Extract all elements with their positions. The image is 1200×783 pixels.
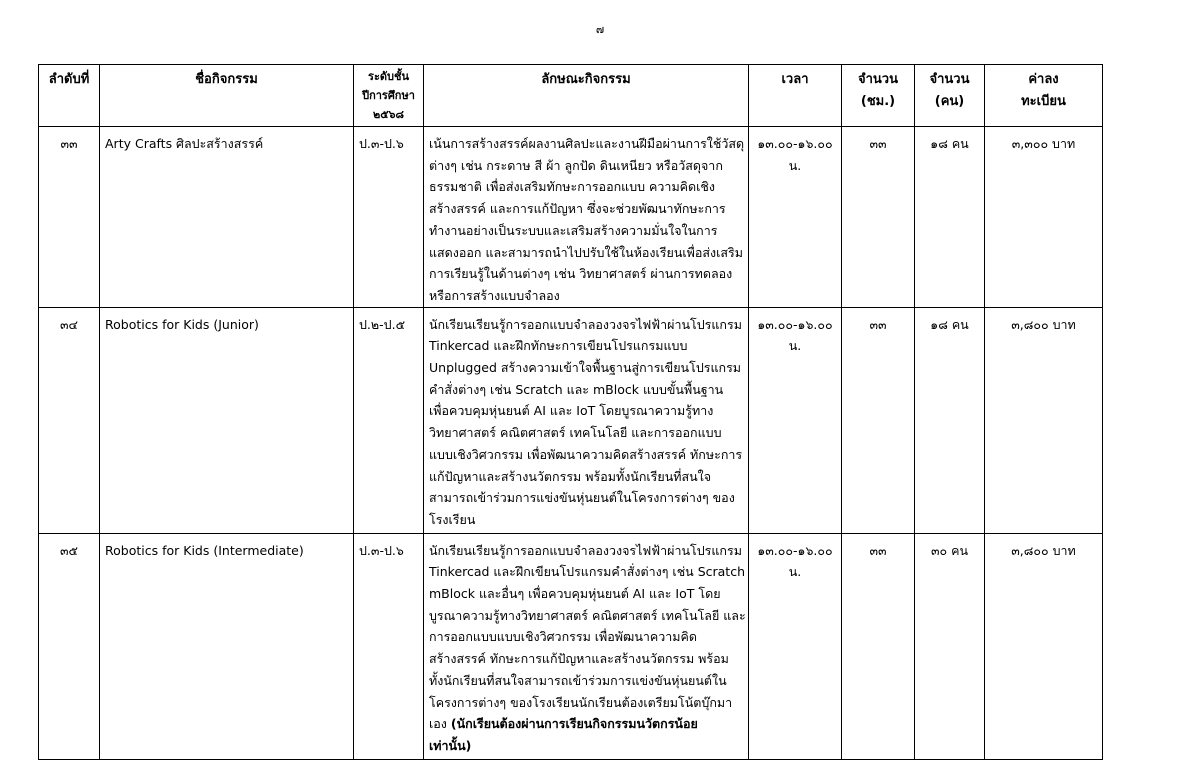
description-line: นักเรียนเรียนรู้การออกแบบจำลองวงจรไฟฟ้าผ่านโปรแกรม <box>429 316 742 332</box>
page-number: ๗ <box>595 23 605 36</box>
description-line: แก้ปัญหาและสร้างนวัตกรรม พร้อมทั้งนักเรียนที่สนใจ <box>429 468 712 484</box>
header-people-line2: (คน) <box>934 94 965 109</box>
activity-description <box>424 533 749 759</box>
description-line: หรือการสร้างแบบจำลอง <box>429 287 560 303</box>
description-line: คำสั่งต่างๆ เช่น Scratch และ mBlock แบบขั้นพื้นฐาน <box>429 381 724 397</box>
header-name: ชื่อกิจกรรม <box>100 65 354 127</box>
table-row <box>39 127 1103 308</box>
activity-capacity: ๑๘ คน <box>915 307 985 533</box>
description-line: Tinkercad และฝึกทักษะการเขียนโปรแกรมแบบ <box>429 338 688 354</box>
registration-fee: ๓,๘๐๐ บาท <box>985 533 1103 759</box>
activity-name: Arty Crafts ศิลปะสร้างสรรค์ <box>100 127 354 308</box>
description-line: เน้นการสร้างสรรค์ผลงานศิลปะและงานฝีมือผ่านการใช้วัสดุ <box>429 136 745 151</box>
header-level-line2: ปีการศึกษา <box>362 89 415 102</box>
header-hours-line2: (ชม.) <box>860 94 896 109</box>
activity-time: ๑๓.๐๐-๑๖.๐๐ น. <box>749 533 842 759</box>
description-line: ทำงานอย่างเป็นระบบและเสริมสร้างความมั่นใจในการ <box>429 222 718 238</box>
description-line: การเรียนรู้ในด้านต่างๆ เช่น วิทยาศาสตร์ ผ่านการทดลอง <box>429 266 733 282</box>
description-note: (นักเรียนต้องผ่านการเรียนกิจกรรมนวัตกรน้อย <box>450 716 698 732</box>
activity-description <box>424 127 749 308</box>
description-line: ต่างๆ เช่น กระดาษ สี ผ้า ลูกปัด ดินเหนียว หรือวัสดุจาก <box>429 157 723 173</box>
description-line: การออกแบบแบบเชิงวิศวกรรม เพื่อพัฒนาความคิด <box>429 629 698 645</box>
description-line <box>429 713 743 735</box>
description-line: Unplugged สร้างความเข้าใจพื้นฐานสู่การเขียนโปรแกรม <box>429 360 742 376</box>
activity-name: Robotics for Kids (Intermediate) <box>100 533 354 759</box>
activity-capacity: ๑๘ คน <box>915 127 985 308</box>
grade-level: ป.๓-ป.๖ <box>354 533 424 759</box>
registration-fee: ๓,๘๐๐ บาท <box>985 307 1103 533</box>
registration-fee: ๓,๓๐๐ บาท <box>985 127 1103 308</box>
description-note-line2: เท่านั้น) <box>429 737 472 753</box>
header-description: ลักษณะกิจกรรม <box>424 65 749 127</box>
table-row <box>39 307 1103 533</box>
activity-time: ๑๓.๐๐-๑๖.๐๐ น. <box>749 307 842 533</box>
description-text: เอง <box>429 716 447 732</box>
activity-hours: ๓๓ <box>842 307 915 533</box>
description-line: Tinkercad และฝึกเขียนโปรแกรมคำสั่งต่างๆ เช่น Scratch <box>429 564 746 580</box>
description-line: วิทยาศาสตร์ คณิตศาสตร์ เทคโนโลยี และการออกแบบ <box>429 425 722 441</box>
table-header-row <box>39 65 1103 127</box>
description-line: นักเรียนเรียนรู้การออกแบบจำลองวงจรไฟฟ้าผ่านโปรแกรม <box>429 542 742 558</box>
header-level-line3: ๒๕๖๘ <box>372 108 405 121</box>
header-fee-line1: ค่าลง <box>1028 72 1059 87</box>
activity-description <box>424 307 749 533</box>
table-row <box>39 533 1103 759</box>
activity-hours: ๓๓ <box>842 533 915 759</box>
header-hours-line1: จำนวน <box>858 72 898 87</box>
description-line: mBlock และอื่นๆ เพื่อควบคุมหุ่นยนต์ AI และ IoT โดย <box>429 586 721 602</box>
activity-hours: ๓๓ <box>842 127 915 308</box>
activity-time: ๑๓.๐๐-๑๖.๐๐ น. <box>749 127 842 308</box>
description-line: สามารถเข้าร่วมการแข่งขันหุ่นยนต์ในโครงการต่างๆ ของ <box>429 490 735 506</box>
description-line: บูรณาความรู้ทางวิทยาศาสตร์ คณิตศาสตร์ เทคโนโลยี และ <box>429 607 746 623</box>
description-line: ทั้งนักเรียนที่สนใจสามารถเข้าร่วมการแข่งขันหุ่นยนต์ใน <box>429 672 727 688</box>
description-line: เพื่อควบคุมหุ่นยนต์ AI และ IoT โดยบูรณาความรู้ทาง <box>429 403 714 419</box>
header-index: ลำดับที่ <box>39 65 100 127</box>
description-line: โครงการต่างๆ ของโรงเรียนนักเรียนต้องเตรียมโน้ตบุ๊กมา <box>429 694 733 710</box>
description-line: แสดงออก และสามารถนำไปปรับใช้ในห้องเรียนเพื่อส่งเสริม <box>429 244 744 260</box>
header-level-line1: ระดับชั้น <box>368 70 409 83</box>
description-line: สร้างสรรค์ และการแก้ปัญหา ซึ่งจะช่วยพัฒนาทักษะการ <box>429 201 726 217</box>
activities-table <box>38 64 1103 760</box>
header-hours <box>842 65 915 127</box>
header-time: เวลา <box>749 65 842 127</box>
activity-capacity: ๓๐ คน <box>915 533 985 759</box>
description-line: โรงเรียน <box>429 511 476 527</box>
header-fee <box>985 65 1103 127</box>
description-line: ธรรมชาติ เพื่อส่งเสริมทักษะการออกแบบ ความคิดเชิง <box>429 179 716 195</box>
grade-level: ป.๒-ป.๕ <box>354 307 424 533</box>
row-index: ๓๔ <box>39 307 100 533</box>
description-line: แบบเชิงวิศวกรรม เพื่อพัฒนาความคิดสร้างสรรค์ ทักษะการ <box>429 446 743 462</box>
header-fee-line2: ทะเบียน <box>1021 94 1066 109</box>
row-index: ๓๓ <box>39 127 100 308</box>
row-index: ๓๕ <box>39 533 100 759</box>
activity-name: Robotics for Kids (Junior) <box>100 307 354 533</box>
header-people <box>915 65 985 127</box>
description-line: สร้างสรรค์ ทักษะการแก้ปัญหาและสร้างนวัตกรรม พร้อม <box>429 651 729 667</box>
header-people-line1: จำนวน <box>929 72 970 87</box>
header-level <box>354 65 424 127</box>
grade-level: ป.๓-ป.๖ <box>354 127 424 308</box>
